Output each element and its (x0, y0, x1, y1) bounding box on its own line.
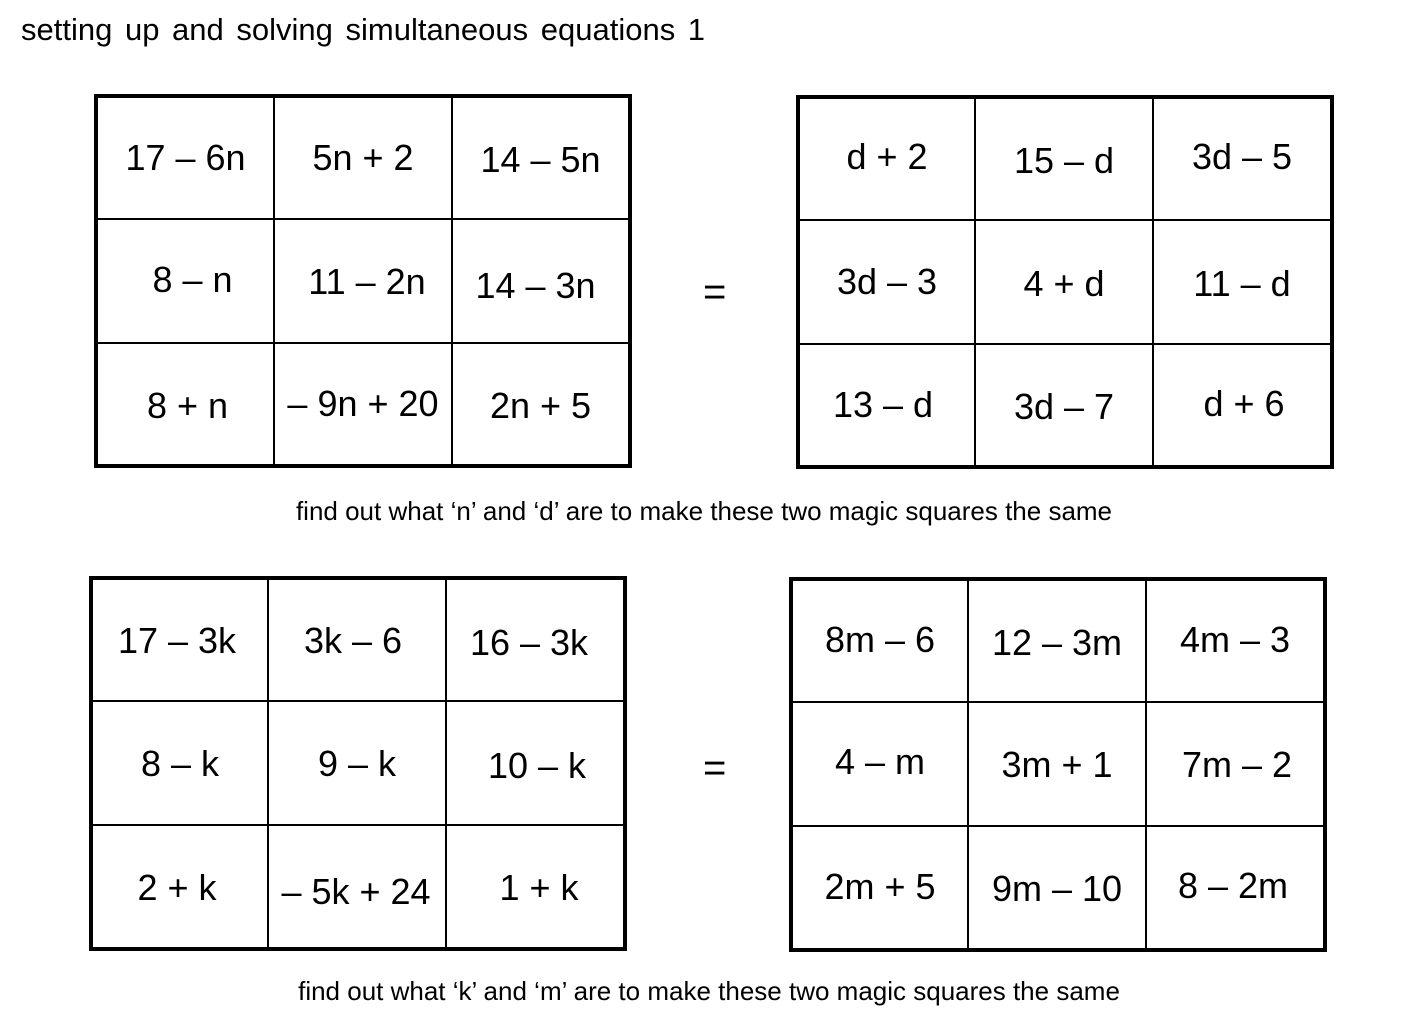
magic-square-n-cell: 14 – 3n (475, 265, 596, 306)
magic-square-d-cell: 3d – 7 (1013, 386, 1115, 427)
magic-square-m-cell: 8m – 6 (824, 619, 936, 660)
grid-divider (793, 825, 1323, 827)
magic-square-n-cell: 8 + n (146, 385, 229, 426)
magic-square-k-cell: 2 + k (137, 867, 217, 908)
instruction-text: find out what ‘k’ and ‘m’ are to make these two magic squares the same (298, 976, 1120, 1006)
grid-divider (800, 219, 1330, 221)
magic-square-k-cell: 9 – k (317, 743, 397, 784)
grid-divider (98, 342, 628, 344)
magic-square-d-cell: d + 6 (1203, 383, 1285, 424)
equals-sign: = (703, 746, 727, 790)
magic-square-d-cell: 4 + d (1023, 263, 1105, 304)
magic-square-m-cell: 3m + 1 (1001, 744, 1113, 785)
magic-square-d-cell: 15 – d (1013, 140, 1115, 181)
magic-square-k-cell: 16 – 3k (469, 622, 589, 663)
magic-square-k-cell: 10 – k (487, 745, 587, 786)
magic-square-n-cell: 5n + 2 (312, 137, 414, 178)
magic-square-m-cell: 8 – 2m (1177, 865, 1289, 906)
magic-square-d-cell: 13 – d (832, 384, 934, 425)
magic-square-d-cell: d + 2 (846, 136, 928, 177)
magic-square-n-cell: 17 – 6n (125, 137, 246, 178)
magic-square-n-cell: 2n + 5 (489, 385, 592, 426)
grid-divider (98, 218, 628, 220)
grid-divider (793, 701, 1323, 703)
magic-square-m-cell: 4m – 3 (1179, 619, 1291, 660)
magic-square-m-cell: 4 – m (834, 741, 926, 782)
equals-sign: = (703, 270, 727, 314)
magic-square-k-cell: 8 – k (140, 743, 220, 784)
magic-square-d-cell: 11 – d (1193, 263, 1291, 304)
magic-square-n-cell: 8 – n (152, 259, 233, 300)
magic-square-m-cell: 9m – 10 (991, 868, 1123, 909)
grid-divider (93, 700, 623, 702)
magic-square-k-cell: 3k – 6 (303, 620, 403, 661)
magic-square-d-cell: 3d – 3 (836, 261, 938, 302)
magic-square-m-cell: 7m – 2 (1181, 744, 1293, 785)
grid-divider (93, 824, 623, 826)
grid-divider (800, 343, 1330, 345)
magic-square-n-cell: 14 – 5n (480, 139, 601, 180)
magic-square-k-cell: 1 + k (499, 867, 579, 908)
magic-square-k-cell: – 5k + 24 (281, 871, 431, 912)
magic-square-n-cell: 11 – 2n (308, 261, 426, 302)
worksheet-title: setting up and solving simultaneous equations 1 (21, 12, 706, 47)
magic-square-n-cell: – 9n + 20 (287, 383, 439, 424)
magic-square-m-cell: 12 – 3m (991, 622, 1123, 663)
magic-square-k-cell: 17 – 3k (117, 620, 237, 661)
instruction-text: find out what ‘n’ and ‘d’ are to make these two magic squares the same (295, 496, 1113, 526)
magic-square-d-cell: 3d – 5 (1191, 136, 1293, 177)
magic-square-m-cell: 2m + 5 (824, 866, 936, 907)
